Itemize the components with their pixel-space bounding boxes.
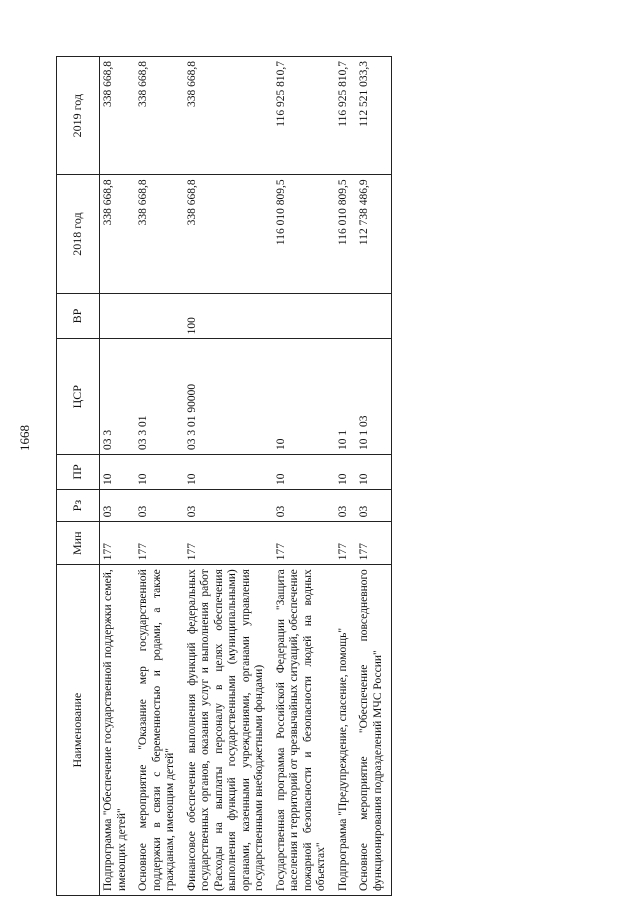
row-name: Финансовое обеспечение выполнения функций федеральных государственных органов, оказания услуг и выполнения работ (Расходы на выплаты персоналу в целях обеспечения выполнения функций государственными (муниципальными) органами, казенными учреждениями, органами управления государственными внебюджетными фондами): [184, 565, 273, 896]
row-vr: [135, 293, 184, 339]
header-min: Мин: [57, 522, 100, 565]
row-2018: 338 668,8: [135, 175, 184, 293]
row-2018: 338 668,8: [184, 175, 273, 293]
row-name: Основное мероприятие "Обеспечение повседневного функционирования подразделений МЧС России": [356, 565, 392, 896]
row-2019: 338 668,8: [135, 57, 184, 175]
row-rz: 03: [135, 489, 184, 521]
row-csr: 10 1: [335, 339, 357, 455]
header-name: Наименование: [57, 565, 100, 896]
row-name: Основное мероприятие "Оказание мер государственной поддержки в связи с беременностью и родами, а также гражданам, имеющим детей": [135, 565, 184, 896]
page-number: 1668: [17, 425, 32, 451]
table-row: [184, 57, 273, 896]
row-min: 177: [135, 522, 184, 565]
budget-table: [56, 56, 392, 896]
row-vr: [100, 293, 136, 339]
row-2019: 116 925 810,7: [273, 57, 335, 175]
table-row: [100, 57, 136, 896]
row-pr: 10: [184, 455, 273, 490]
row-2019: 338 668,8: [184, 57, 273, 175]
table-row: [135, 57, 184, 896]
row-vr: [335, 293, 357, 339]
row-pr: 10: [135, 455, 184, 490]
row-min: 177: [273, 522, 335, 565]
row-vr: [356, 293, 392, 339]
row-csr: 03 3 01: [135, 339, 184, 455]
row-pr: 10: [100, 455, 136, 490]
row-2018: 116 010 809,5: [273, 175, 335, 293]
header-2019: 2019 год: [57, 57, 100, 175]
header-row: [57, 57, 100, 896]
row-2019: 116 925 810,7: [335, 57, 357, 175]
row-2019: 112 521 033,3: [356, 57, 392, 175]
row-min: 177: [100, 522, 136, 565]
row-2018: 112 738 486,9: [356, 175, 392, 293]
row-2019: 338 668,8: [100, 57, 136, 175]
row-rz: 03: [273, 489, 335, 521]
row-min: 177: [356, 522, 392, 565]
header-2018: 2018 год: [57, 175, 100, 293]
table-row: [335, 57, 357, 896]
row-min: 177: [184, 522, 273, 565]
row-2018: 338 668,8: [100, 175, 136, 293]
row-csr: 10 1 03: [356, 339, 392, 455]
row-min: 177: [335, 522, 357, 565]
row-2018: 116 010 809,5: [335, 175, 357, 293]
row-pr: 10: [335, 455, 357, 490]
row-csr: 03 3: [100, 339, 136, 455]
table-row: [273, 57, 335, 896]
row-name: Подпрограмма "Обеспечение государственной поддержки семей, имеющих детей": [100, 565, 136, 896]
row-vr: 100: [184, 293, 273, 339]
row-pr: 10: [273, 455, 335, 490]
row-rz: 03: [184, 489, 273, 521]
header-pr: ПР: [57, 455, 100, 490]
header-rz: Рз: [57, 489, 100, 521]
row-name: Подпрограмма "Предупреждение, спасение, помощь": [335, 565, 357, 896]
table-row: [356, 57, 392, 896]
row-rz: 03: [100, 489, 136, 521]
row-pr: 10: [356, 455, 392, 490]
row-name: Государственная программа Российской Федерации "Защита населения и территорий от чрезвычайных ситуаций, обеспечение пожарной безопасности и безопасности людей на водных объектах": [273, 565, 335, 896]
header-vr: ВР: [57, 293, 100, 339]
row-csr: 10: [273, 339, 335, 455]
row-rz: 03: [356, 489, 392, 521]
header-csr: ЦСР: [57, 339, 100, 455]
rotated-table-container: [56, 56, 586, 896]
row-vr: [273, 293, 335, 339]
row-csr: 03 3 01 90000: [184, 339, 273, 455]
row-rz: 03: [335, 489, 357, 521]
